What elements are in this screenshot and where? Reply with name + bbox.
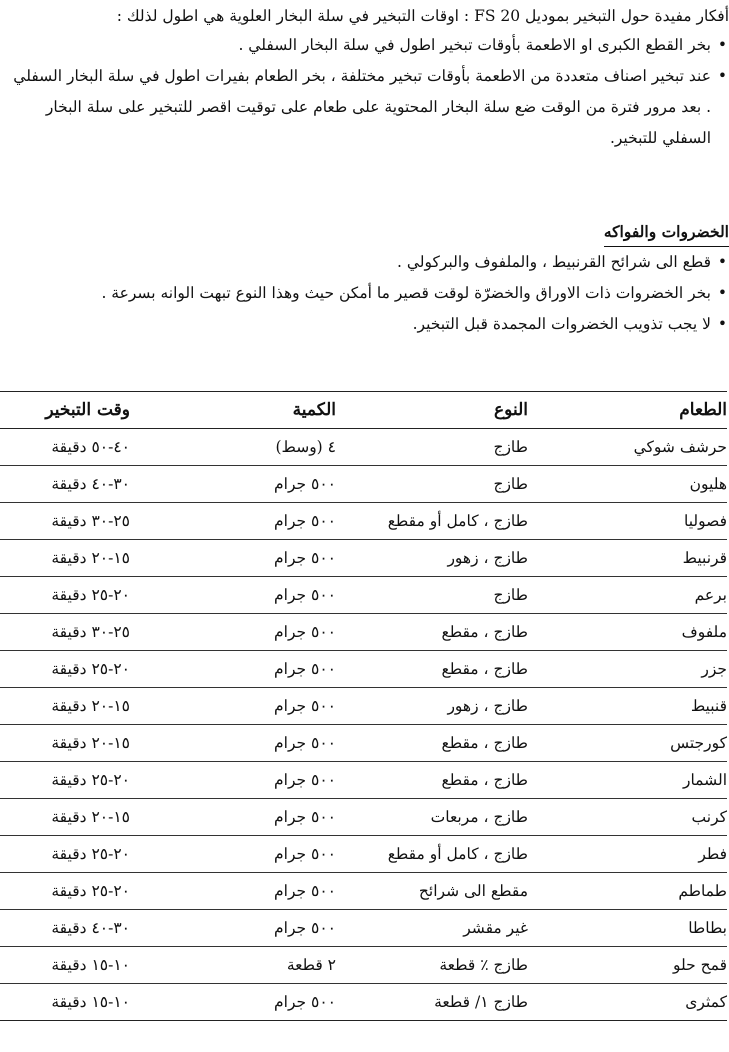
intro-bullet: • عند تبخير اصناف متعددة من الاطعمة بأوقات تبخير مختلفة ، بخر الطعام بفيرات اطول في سلة البخار السفلي . بعد مرور فترة من الوقت ضع سلة البخار المحتوية على طعام على توقيت اقصر للتبخير على سلة البخار السفلي للتبخير. (13, 61, 729, 154)
cell-time: ٣٠-٤٠ دقيقة (0, 466, 142, 503)
cell-type: طازج ، مقطع (342, 762, 532, 799)
cell-type: طازج (342, 466, 532, 503)
header-quantity: الكمية (142, 392, 342, 429)
cell-type: طازج ، كامل أو مقطع (342, 836, 532, 873)
cell-time: ١٥-٢٠ دقيقة (0, 799, 142, 836)
cell-food: هليون (532, 466, 727, 503)
cell-food: طماطم (532, 873, 727, 910)
cell-quantity: ٥٠٠ جرام (142, 466, 342, 503)
cell-quantity: ٢ قطعة (142, 947, 342, 984)
cell-quantity: ٤ (وسط) (142, 429, 342, 466)
table-row (0, 799, 727, 836)
table-row (0, 429, 727, 466)
intro-bullet-list (13, 30, 729, 154)
cell-food: كرنب (532, 799, 727, 836)
section-bullet-list (13, 247, 729, 340)
cell-quantity: ٥٠٠ جرام (142, 651, 342, 688)
cell-quantity: ٥٠٠ جرام (142, 984, 342, 1021)
table-row (0, 577, 727, 614)
cell-time: ٢٠-٢٥ دقيقة (0, 762, 142, 799)
cell-food: برعم (532, 577, 727, 614)
cell-type: طازج ، كامل أو مقطع (342, 503, 532, 540)
cell-time: ٢٠-٢٥ دقيقة (0, 651, 142, 688)
table-row (0, 910, 727, 947)
cell-type: مقطع الى شرائح (342, 873, 532, 910)
cell-food: قمح حلو (532, 947, 727, 984)
cell-quantity: ٥٠٠ جرام (142, 614, 342, 651)
section-bullet: • بخر الخضروات ذات الاوراق والخضرّة لوقت قصير ما أمكن حيث وهذا النوع تبهت الوانه بسرعة . (13, 278, 729, 309)
cell-time: ٢٠-٢٥ دقيقة (0, 577, 142, 614)
intro-section (13, 2, 729, 154)
cell-quantity: ٥٠٠ جرام (142, 503, 342, 540)
cell-food: قنبيط (532, 688, 727, 725)
table-row (0, 762, 727, 799)
cell-quantity: ٥٠٠ جرام (142, 762, 342, 799)
cell-time: ١٥-٢٠ دقيقة (0, 725, 142, 762)
cell-type: طازج ، مقطع (342, 651, 532, 688)
cell-food: كورجتس (532, 725, 727, 762)
table-row (0, 651, 727, 688)
cell-food: حرشف شوكي (532, 429, 727, 466)
cell-type: طازج ، زهور (342, 688, 532, 725)
cell-quantity: ٥٠٠ جرام (142, 577, 342, 614)
steaming-table (0, 391, 727, 1021)
cell-quantity: ٥٠٠ جرام (142, 688, 342, 725)
cell-food: ملفوف (532, 614, 727, 651)
cell-quantity: ٥٠٠ جرام (142, 725, 342, 762)
cell-food: بطاطا (532, 910, 727, 947)
header-time: وقت التبخير (0, 392, 142, 429)
cell-food: فطر (532, 836, 727, 873)
cell-type: طازج ، مقطع (342, 725, 532, 762)
cell-time: ٢٠-٢٥ دقيقة (0, 873, 142, 910)
table-header-row (0, 392, 727, 429)
cell-food: الشمار (532, 762, 727, 799)
table-row (0, 984, 727, 1021)
section-bullet: • قطع الى شرائح القرنبيط ، والملفوف والبركولي . (13, 247, 729, 278)
cell-time: ٣٠-٤٠ دقيقة (0, 910, 142, 947)
cell-quantity: ٥٠٠ جرام (142, 873, 342, 910)
cell-type: طازج (342, 429, 532, 466)
cell-time: ٢٠-٢٥ دقيقة (0, 836, 142, 873)
cell-quantity: ٥٠٠ جرام (142, 540, 342, 577)
table-row (0, 614, 727, 651)
cell-quantity: ٥٠٠ جرام (142, 836, 342, 873)
intro-bullet: • بخر القطع الكبرى او الاطعمة بأوقات تبخير اطول في سلة البخار السفلي . (13, 30, 729, 61)
section-heading: الخضروات والفواكه (604, 218, 729, 247)
cell-type: طازج ، مربعات (342, 799, 532, 836)
cell-food: كمثرى (532, 984, 727, 1021)
steaming-table-wrapper (0, 391, 727, 1021)
cell-time: ٢٥-٣٠ دقيقة (0, 614, 142, 651)
cell-type: طازج ، مقطع (342, 614, 532, 651)
table-row (0, 873, 727, 910)
table-row (0, 466, 727, 503)
cell-quantity: ٥٠٠ جرام (142, 799, 342, 836)
table-row (0, 503, 727, 540)
cell-food: قرنبيط (532, 540, 727, 577)
cell-time: ١٠-١٥ دقيقة (0, 947, 142, 984)
header-type: النوع (342, 392, 532, 429)
table-row (0, 836, 727, 873)
cell-time: ١٠-١٥ دقيقة (0, 984, 142, 1021)
intro-heading: أفكار مفيدة حول التبخير بموديل FS 20 : اوقات التبخير في سلة البخار العلوية هي اطول لذلك : (116, 7, 729, 25)
cell-quantity: ٥٠٠ جرام (142, 910, 342, 947)
cell-time: ٤٠-٥٠ دقيقة (0, 429, 142, 466)
cell-time: ٢٥-٣٠ دقيقة (0, 503, 142, 540)
cell-food: فصوليا (532, 503, 727, 540)
cell-type: طازج (342, 577, 532, 614)
cell-type: طازج ٪ قطعة (342, 947, 532, 984)
cell-time: ١٥-٢٠ دقيقة (0, 540, 142, 577)
cell-type: طازج ، زهور (342, 540, 532, 577)
cell-time: ١٥-٢٠ دقيقة (0, 688, 142, 725)
cell-type: غير مقشر (342, 910, 532, 947)
section-bullet: • لا يجب تذويب الخضروات المجمدة قبل التبخير. (13, 309, 729, 340)
table-row (0, 540, 727, 577)
vegetables-fruits-section (13, 218, 729, 340)
cell-type: طازج ١/ قطعة (342, 984, 532, 1021)
header-food: الطعام (532, 392, 727, 429)
table-row (0, 688, 727, 725)
cell-food: جزر (532, 651, 727, 688)
table-row (0, 725, 727, 762)
table-row (0, 947, 727, 984)
